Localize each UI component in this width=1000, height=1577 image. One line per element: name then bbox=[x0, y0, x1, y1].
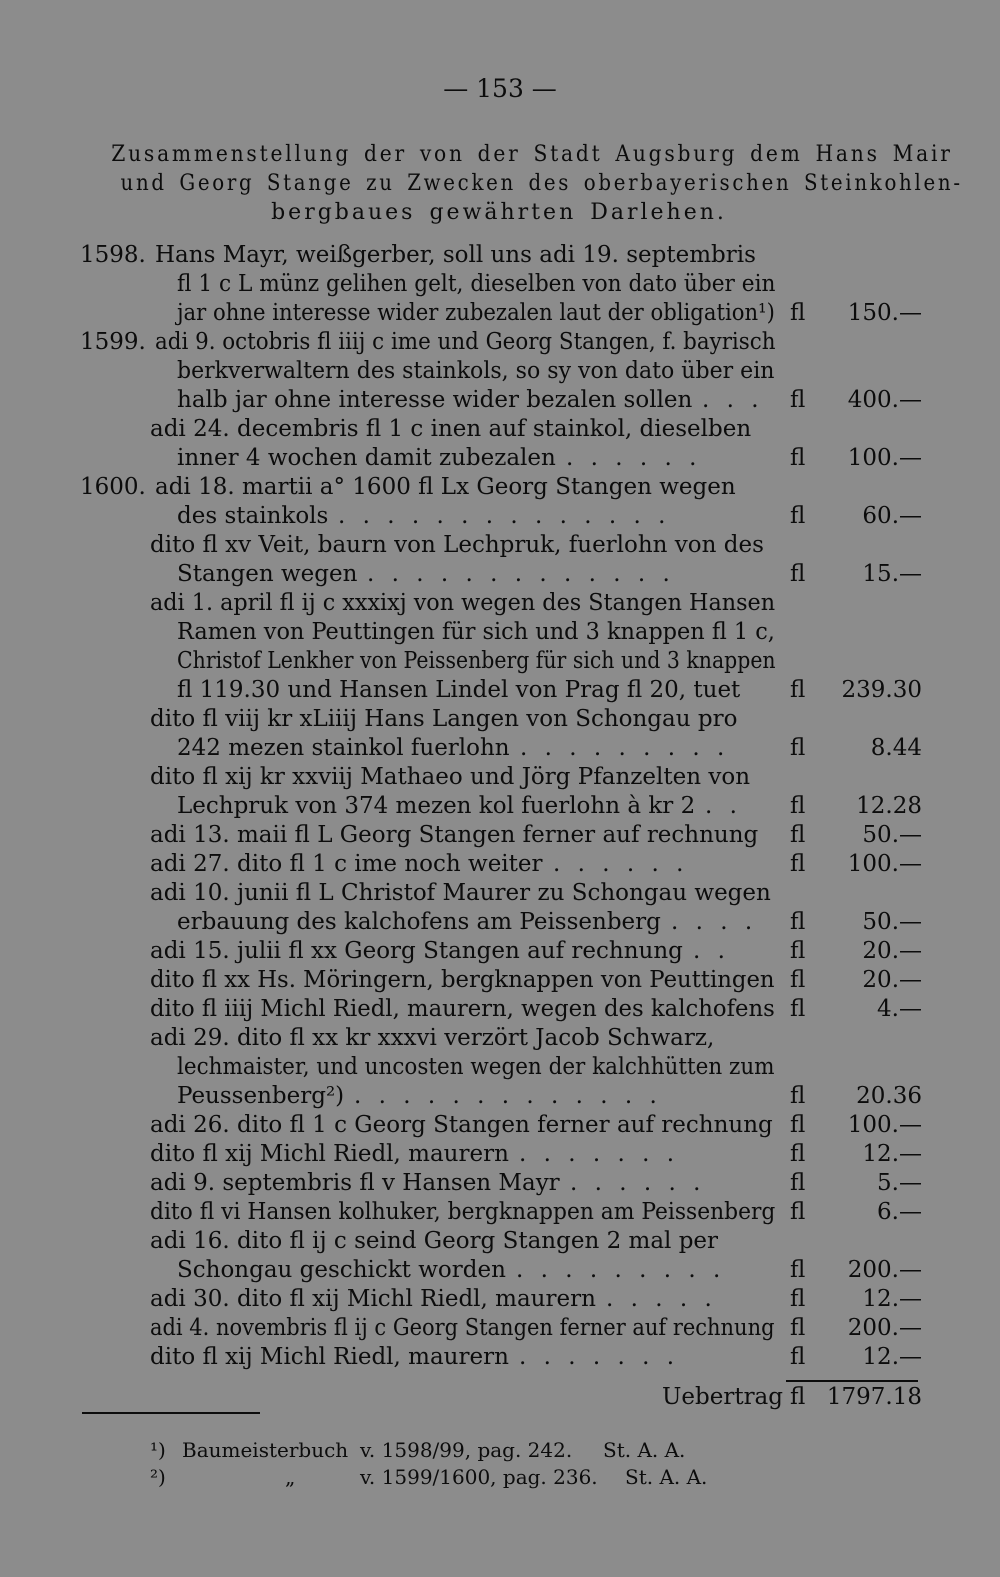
amount: 60.— bbox=[862, 503, 922, 529]
entry-text: fl 1 c L münz gelihen gelt, dieselben von dato über ein bbox=[177, 271, 776, 297]
entry-text: des stainkols bbox=[177, 503, 329, 529]
ledger-line bbox=[0, 1313, 1000, 1343]
entry-text: adi 10. junii fl L Christof Maurer zu Schongau wegen bbox=[150, 880, 771, 906]
amount: 15.— bbox=[862, 561, 922, 587]
entry-text: adi 1. april fl ij c xxxixj von wegen des Stangen Hansen bbox=[150, 590, 776, 616]
currency-florin: fl bbox=[790, 793, 806, 819]
currency-florin: fl bbox=[790, 387, 806, 413]
currency-florin: fl bbox=[790, 561, 806, 587]
entry-text: adi 13. maii fl L Georg Stangen ferner auf rechnung bbox=[150, 822, 759, 848]
leader-dots: . . . . . . . . . . . . . . bbox=[338, 503, 671, 529]
amount: 6.— bbox=[877, 1199, 922, 1225]
total-amount: 1797.18 bbox=[826, 1384, 922, 1410]
entry-text: dito fl iiij Michl Riedl, maurern, wegen des kalchofens bbox=[150, 996, 775, 1022]
ledger-line bbox=[0, 936, 1000, 966]
ledger-line bbox=[0, 1226, 1000, 1256]
amount: 20.— bbox=[862, 967, 922, 993]
leader-dots: . . . . . . . bbox=[519, 1141, 680, 1167]
ledger-line bbox=[0, 1081, 1000, 1111]
page-number: — 153 — bbox=[443, 74, 557, 103]
footnote-mark: ²) bbox=[150, 1465, 166, 1489]
ledger-line bbox=[0, 501, 1000, 531]
entry-text: Hans Mayr, weißgerber, soll uns adi 19. septembris bbox=[155, 242, 756, 268]
entry-text: adi 29. dito fl xx kr xxxvi verzört Jacob Schwarz, bbox=[150, 1025, 715, 1051]
entry-text: Stangen wegen bbox=[177, 561, 358, 587]
ledger-line bbox=[0, 849, 1000, 879]
amount: 12.— bbox=[862, 1286, 922, 1312]
leader-dots: . . bbox=[693, 938, 730, 964]
currency-florin: fl bbox=[790, 300, 806, 326]
leader-dots: . . . . . bbox=[606, 1286, 717, 1312]
ledger-line bbox=[0, 878, 1000, 908]
ledger-line bbox=[0, 1023, 1000, 1053]
entry-text: adi 24. decembris fl 1 c inen auf stainkol, dieselben bbox=[150, 416, 752, 442]
ledger-line bbox=[0, 588, 1000, 618]
title-line: und Georg Stange zu Zwecken des oberbayerischen Steinkohlen- bbox=[120, 171, 963, 196]
ledger-line bbox=[0, 1342, 1000, 1372]
ledger-line bbox=[0, 269, 1000, 299]
entry-text: adi 4. novembris fl ij c Georg Stangen ferner auf rechnung bbox=[150, 1315, 775, 1341]
ledger-line bbox=[0, 907, 1000, 937]
currency-florin: fl bbox=[790, 822, 806, 848]
leader-dots: . . bbox=[705, 793, 742, 819]
entry-text: dito fl xij Michl Riedl, maurern bbox=[150, 1344, 509, 1370]
amount: 5.— bbox=[877, 1170, 922, 1196]
ledger-line bbox=[0, 1197, 1000, 1227]
ledger-line bbox=[0, 240, 1000, 270]
ledger-line bbox=[0, 675, 1000, 705]
amount: 50.— bbox=[862, 822, 922, 848]
currency-florin: fl bbox=[790, 996, 806, 1022]
entry-text: Peussenberg²) bbox=[177, 1083, 345, 1109]
footnote-reference: v. 1598/99, pag. 242. bbox=[360, 1438, 573, 1462]
currency-florin: fl bbox=[790, 1083, 806, 1109]
amount: 100.— bbox=[847, 445, 922, 471]
leader-dots: . . . . . . . . . . . . . bbox=[367, 561, 675, 587]
total-line bbox=[0, 1382, 1000, 1412]
footnote-rule bbox=[82, 1412, 260, 1414]
entry-text: berkverwaltern des stainkols, so sy von dato über ein bbox=[177, 358, 775, 384]
leader-dots: . . . . . . . . . bbox=[520, 735, 730, 761]
currency-florin: fl bbox=[790, 503, 806, 529]
leader-dots: . . . . . . . . . . . . . bbox=[354, 1083, 662, 1109]
entry-text: dito fl vi Hansen kolhuker, bergknappen am Peissenberg bbox=[150, 1199, 776, 1225]
footnote-reference: v. 1599/1600, pag. 236. bbox=[360, 1465, 598, 1489]
ledger-line bbox=[0, 530, 1000, 560]
year-label: 1598. bbox=[80, 242, 146, 268]
entry-text: jar ohne interesse wider zubezalen laut der obligation¹) bbox=[177, 300, 775, 326]
entry-text: adi 9. septembris fl v Hansen Mayr bbox=[150, 1170, 560, 1196]
currency-florin: fl bbox=[790, 1344, 806, 1370]
currency-florin: fl bbox=[790, 938, 806, 964]
ledger-line bbox=[0, 820, 1000, 850]
entry-text: adi 15. julii fl xx Georg Stangen auf rechnung bbox=[150, 938, 683, 964]
ledger-line bbox=[0, 733, 1000, 763]
currency-florin: fl bbox=[790, 909, 806, 935]
footnote-source: Baumeisterbuch bbox=[182, 1438, 349, 1462]
entry-text: Christof Lenkher von Peissenberg für sich und 3 knappen bbox=[177, 648, 776, 674]
footnote bbox=[0, 1437, 1000, 1463]
ledger-line bbox=[0, 704, 1000, 734]
amount: 8.44 bbox=[870, 735, 922, 761]
currency-florin: fl bbox=[790, 1315, 806, 1341]
amount: 100.— bbox=[847, 851, 922, 877]
ledger-line bbox=[0, 327, 1000, 357]
ledger-line bbox=[0, 617, 1000, 647]
entry-text: fl 119.30 und Hansen Lindel von Prag fl 20, tuet bbox=[177, 677, 741, 703]
ledger-line bbox=[0, 1110, 1000, 1140]
amount: 100.— bbox=[847, 1112, 922, 1138]
footnote-source: „ bbox=[285, 1465, 296, 1489]
currency-florin: fl bbox=[790, 967, 806, 993]
ledger-line bbox=[0, 791, 1000, 821]
currency-florin: fl bbox=[790, 1112, 806, 1138]
amount: 239.30 bbox=[841, 677, 922, 703]
ledger-line bbox=[0, 414, 1000, 444]
currency-florin: fl bbox=[790, 1170, 806, 1196]
ledger-line bbox=[0, 1052, 1000, 1082]
currency-florin: fl bbox=[790, 1141, 806, 1167]
entry-text: dito fl viij kr xLiiij Hans Langen von Schongau pro bbox=[150, 706, 738, 732]
ledger-line bbox=[0, 646, 1000, 676]
entry-text: 242 mezen stainkol fuerlohn bbox=[177, 735, 510, 761]
entry-text: Ramen von Peuttingen für sich und 3 knappen fl 1 c, bbox=[177, 619, 775, 645]
currency-florin: fl bbox=[790, 1286, 806, 1312]
ledger-line bbox=[0, 443, 1000, 473]
entry-text: adi 18. martii a° 1600 fl Lx Georg Stangen wegen bbox=[155, 474, 736, 500]
entry-text: erbauung des kalchofens am Peissenberg bbox=[177, 909, 661, 935]
ledger-line bbox=[0, 762, 1000, 792]
year-label: 1600. bbox=[80, 474, 146, 500]
amount: 20.36 bbox=[856, 1083, 922, 1109]
entry-text: dito fl xx Hs. Möringern, bergknappen von Peuttingen bbox=[150, 967, 775, 993]
ledger-line bbox=[0, 385, 1000, 415]
amount: 12.28 bbox=[856, 793, 922, 819]
currency-florin: fl bbox=[790, 851, 806, 877]
entry-text: adi 16. dito fl ij c seind Georg Stangen 2 mal per bbox=[150, 1228, 719, 1254]
entry-text: dito fl xij kr xxviij Mathaeo und Jörg Pfanzelten von bbox=[150, 764, 751, 790]
document-title bbox=[78, 140, 963, 227]
entry-text: lechmaister, und uncosten wegen der kalchhütten zum bbox=[177, 1054, 775, 1080]
amount: 12.— bbox=[862, 1141, 922, 1167]
entry-text: Lechpruk von 374 mezen kol fuerlohn à kr 2 bbox=[177, 793, 696, 819]
title-line: bergbaues gewährten Darlehen. bbox=[271, 200, 727, 225]
amount: 200.— bbox=[847, 1315, 922, 1341]
entry-text: halb jar ohne interesse wider bezalen sollen bbox=[177, 387, 693, 413]
leader-dots: . . . . . . . bbox=[519, 1344, 680, 1370]
leader-dots: . . . . . . bbox=[553, 851, 689, 877]
footnote bbox=[0, 1464, 1000, 1490]
currency-florin: fl bbox=[790, 677, 806, 703]
footnote-mark: ¹) bbox=[150, 1438, 166, 1462]
ledger-line bbox=[0, 965, 1000, 995]
entry-text: Schongau geschickt worden bbox=[177, 1257, 506, 1283]
currency-florin: fl bbox=[790, 445, 806, 471]
amount: 400.— bbox=[847, 387, 922, 413]
footnote-archive: St. A. A. bbox=[603, 1438, 686, 1462]
leader-dots: . . . bbox=[702, 387, 764, 413]
leader-dots: . . . . . . . . . bbox=[516, 1257, 726, 1283]
entry-text: dito fl xv Veit, baurn von Lechpruk, fuerlohn von des bbox=[150, 532, 764, 558]
ledger-line bbox=[0, 559, 1000, 589]
footnote-archive: St. A. A. bbox=[625, 1465, 708, 1489]
ledger-line bbox=[0, 298, 1000, 328]
currency-florin: fl bbox=[790, 1199, 806, 1225]
ledger-line bbox=[0, 1168, 1000, 1198]
entry-text: inner 4 wochen damit zubezalen bbox=[177, 445, 556, 471]
entry-text: adi 26. dito fl 1 c Georg Stangen ferner auf rechnung bbox=[150, 1112, 773, 1138]
ledger-line bbox=[0, 1139, 1000, 1169]
amount: 200.— bbox=[847, 1257, 922, 1283]
amount: 50.— bbox=[862, 909, 922, 935]
amount: 150.— bbox=[847, 300, 922, 326]
entry-text: dito fl xij Michl Riedl, maurern bbox=[150, 1141, 509, 1167]
ledger-line bbox=[0, 1284, 1000, 1314]
ledger-line bbox=[0, 356, 1000, 386]
ledger-line bbox=[0, 1255, 1000, 1285]
entry-text: adi 27. dito fl 1 c ime noch weiter bbox=[150, 851, 543, 877]
leader-dots: . . . . . . bbox=[570, 1170, 706, 1196]
total-currency: fl bbox=[790, 1384, 806, 1410]
currency-florin: fl bbox=[790, 1257, 806, 1283]
leader-dots: . . . . . . bbox=[566, 445, 702, 471]
amount: 4.— bbox=[877, 996, 922, 1022]
title-line: Zusammenstellung der von der Stadt Augsburg dem Hans Mair bbox=[111, 142, 953, 167]
ledger-line bbox=[0, 994, 1000, 1024]
entry-text: adi 9. octobris fl iiij c ime und Georg Stangen, f. bayrisch bbox=[155, 329, 776, 355]
ledger-line bbox=[0, 472, 1000, 502]
amount: 12.— bbox=[862, 1344, 922, 1370]
currency-florin: fl bbox=[790, 735, 806, 761]
year-label: 1599. bbox=[80, 329, 146, 355]
leader-dots: . . . . bbox=[671, 909, 758, 935]
amount: 20.— bbox=[862, 938, 922, 964]
entry-text: adi 30. dito fl xij Michl Riedl, maurern bbox=[150, 1286, 596, 1312]
total-label: Uebertrag bbox=[662, 1384, 783, 1410]
